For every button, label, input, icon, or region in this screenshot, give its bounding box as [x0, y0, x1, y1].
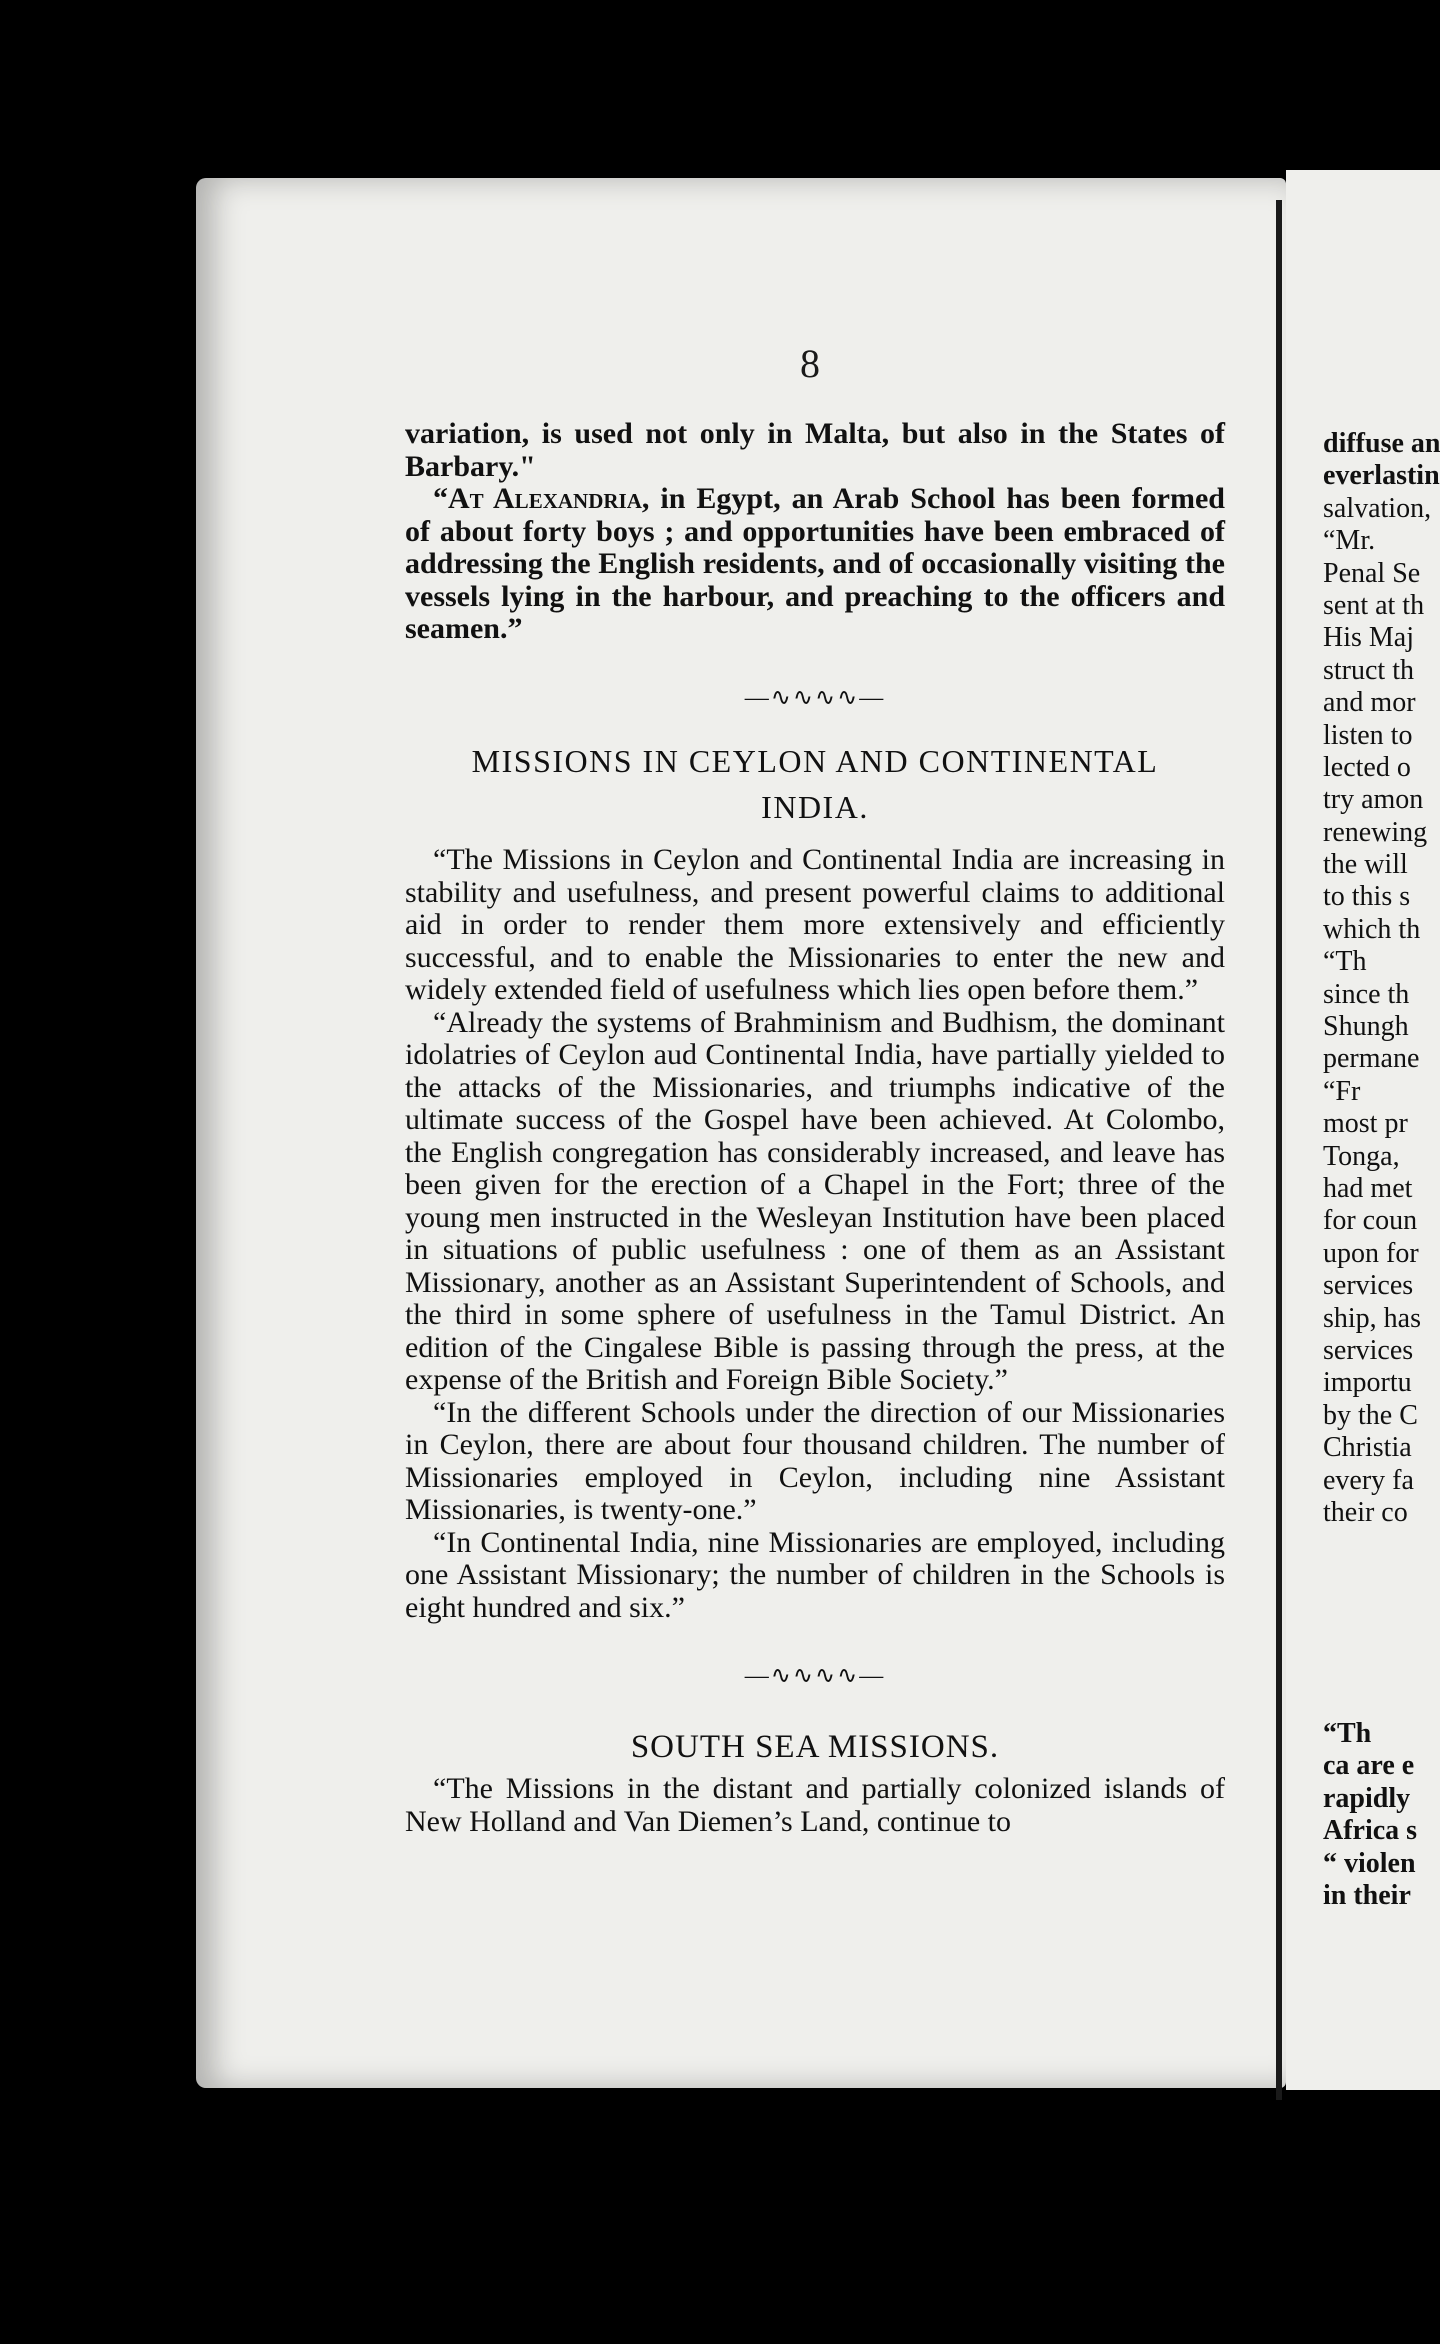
right-line: which th	[1323, 913, 1421, 945]
ceylon-paragraph-1: “The Missions in Ceylon and Continental India are increasing in stability and usefulness, and present powerful claims to additional aid in order to render them more extensively and efficiently successful, and to enable the Missionaries to enter the new and widely extended field of usefulness which lies open before them.”	[405, 843, 1225, 1006]
alexandria-paragraph	[405, 483, 1225, 646]
right-line: by the C	[1323, 1399, 1418, 1431]
right-line: permane	[1323, 1043, 1420, 1075]
right-line: most pr	[1323, 1108, 1408, 1140]
right-line-2: rapidly	[1323, 1782, 1411, 1814]
right-line: Shungh	[1323, 1011, 1409, 1043]
right-line: “Mr.	[1323, 525, 1376, 557]
right-line: sent at th	[1323, 589, 1425, 621]
right-line-2: ca are e	[1323, 1750, 1415, 1782]
right-line: “Fr	[1323, 1075, 1361, 1107]
south-sea-paragraph: “The Missions in the distant and partially colonized islands of New Holland and Van Diemen’s Land, continue to	[405, 1772, 1225, 1838]
right-line: Christia	[1323, 1432, 1412, 1464]
right-line: His Maj	[1323, 622, 1414, 654]
right-line: importu	[1323, 1367, 1412, 1399]
right-line: everlastin	[1323, 460, 1440, 492]
right-line: Penal Se	[1323, 557, 1421, 589]
right-line: diffuse an	[1323, 428, 1440, 459]
right-line: salvation,	[1323, 492, 1432, 524]
ceylon-paragraph-3: “In the different Schools under the direction of our Missionaries in Ceylon, there are about four thousand children. The number of Missionaries employed in Ceylon, including nine Assistant Missionaries, is twenty-one.”	[405, 1395, 1225, 1526]
right-line: listen to	[1323, 719, 1413, 751]
right-line: services	[1323, 1334, 1414, 1366]
page-number: 8	[800, 341, 820, 386]
right-page-text-2	[1323, 1718, 1440, 1912]
page-gutter	[1276, 200, 1282, 2100]
right-line: had met	[1323, 1172, 1413, 1204]
right-line: struct th	[1323, 654, 1414, 686]
ceylon-paragraph-4: “In Continental India, nine Missionaries are employed, including one Assistant Missionary; the number of children in the Schools is eight hundred and six.”	[405, 1525, 1225, 1624]
south-sea-heading: SOUTH SEA MISSIONS.	[630, 1728, 1000, 1765]
right-line: lected o	[1323, 751, 1411, 783]
right-line-2: in their	[1323, 1879, 1411, 1911]
right-line-2: Africa s	[1323, 1815, 1418, 1847]
right-line: “Th	[1323, 946, 1367, 978]
right-line: Tonga,	[1323, 1140, 1400, 1172]
right-line: ship, has	[1323, 1302, 1421, 1334]
ceylon-paragraph-2: “Already the systems of Brahminism and Budhism, the dominant idolatries of Ceylon aud Continental India, have partially yielded to the attacks of the Missionaries, and triumphs indicative of the ultimate success of the Gospel have been achieved. At Colombo, the English congregation has considerably increased, and leave has been given for the erection of a Chapel in the Fort; three of the young men instructed in the Wesleyan Institution have been placed in situations of public usefulness : one of them as an Assistant Missionary, another as an Assistant Superintendent of Schools, and the third in some sphere of usefulness in the Tamul District. An edition of the Cingalese Bible is passing through the press, at the expense of the British and Foreign Bible Society.”	[405, 1005, 1225, 1396]
intro-paragraph: variation, is used not only in Malta, but also in the States of Barbary."	[405, 417, 1225, 483]
section-ornament-2: —∿∿∿∿—	[744, 1663, 886, 1689]
right-line: every fa	[1323, 1464, 1414, 1496]
left-page-text	[405, 418, 1225, 1838]
ceylon-heading-line1: MISSIONS IN CEYLON AND CONTINENTAL	[471, 743, 1159, 779]
right-line: their co	[1323, 1496, 1408, 1528]
right-line: the will	[1323, 849, 1408, 881]
alexandria-text: in Egypt, an Arab School has been formed of about forty boys ; and opportunities have been embraced of addressing the English residents, and of occasionally visiting the vessels lying in the harbour, and preaching to the officers and seamen.”	[405, 482, 1225, 645]
ceylon-heading	[405, 738, 1225, 830]
right-line: to this s	[1323, 881, 1411, 913]
right-line-2: “ violen	[1323, 1847, 1416, 1879]
right-line: try amon	[1323, 784, 1424, 816]
right-line: upon for	[1323, 1237, 1419, 1269]
right-line-2: “Th	[1323, 1718, 1372, 1749]
right-line: and mor	[1323, 687, 1416, 719]
ceylon-heading-line2: INDIA.	[761, 789, 869, 825]
right-line: for coun	[1323, 1205, 1418, 1237]
alexandria-lead: “At Alexandria,	[433, 482, 650, 515]
right-line: services	[1323, 1270, 1414, 1302]
right-line: since th	[1323, 978, 1410, 1010]
right-page-text	[1323, 428, 1440, 1529]
section-ornament: —∿∿∿∿—	[744, 684, 886, 711]
right-line: renewing	[1323, 816, 1428, 848]
